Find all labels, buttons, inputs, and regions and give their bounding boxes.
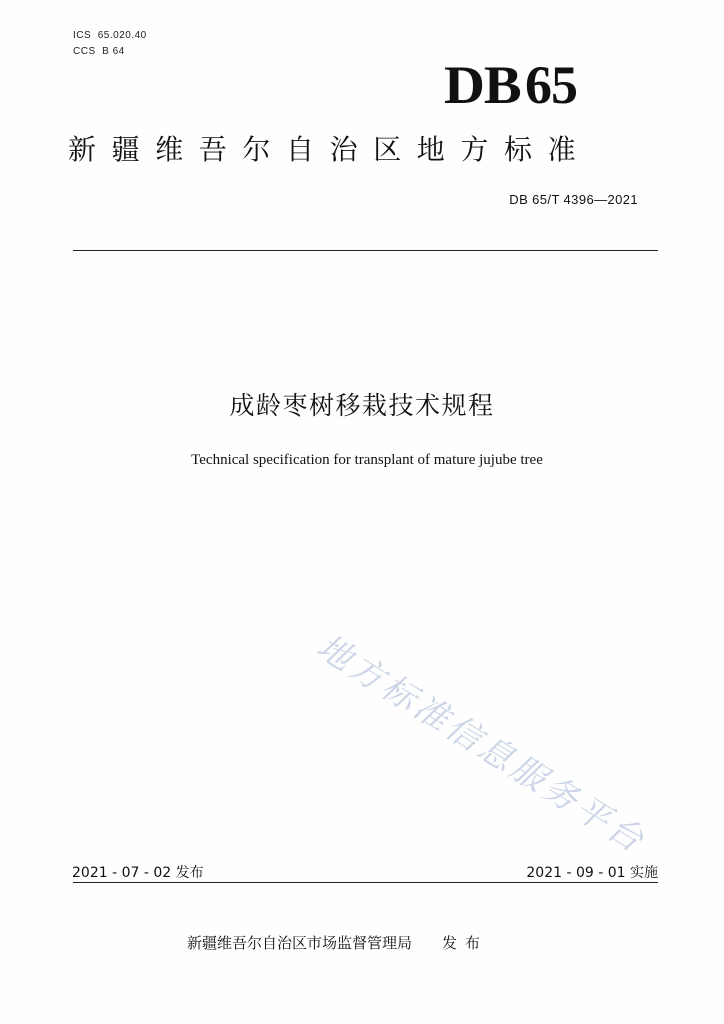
db-logo-letters: DB: [444, 55, 521, 115]
title-english: Technical specification for transplant of mature jujube tree: [191, 452, 543, 468]
standard-type-heading: 新疆维吾尔自治区地方标准: [68, 133, 592, 166]
standard-number: DB 65/T 4396—2021: [509, 192, 638, 207]
publisher-name: 新疆维吾尔自治区市场监督管理局: [187, 934, 413, 952]
ccs-code: CCS B 64: [73, 46, 125, 57]
publish-action: 发布: [442, 934, 489, 952]
title-chinese: 成龄枣树移栽技术规程: [229, 391, 495, 420]
db-logo-number: 65: [525, 55, 578, 115]
implementation-date: 2021 - 09 - 01 实施: [526, 865, 658, 881]
top-divider: [73, 250, 658, 251]
ics-code: ICS 65.020.40: [73, 30, 147, 41]
watermark: 地方标准信息服务平台: [309, 626, 654, 863]
classification-codes: [73, 28, 147, 60]
publisher-line: [187, 932, 488, 953]
bottom-divider: [73, 882, 658, 883]
issue-date: 2021 - 07 - 02 发布: [72, 865, 204, 881]
db-logo: [444, 55, 577, 115]
